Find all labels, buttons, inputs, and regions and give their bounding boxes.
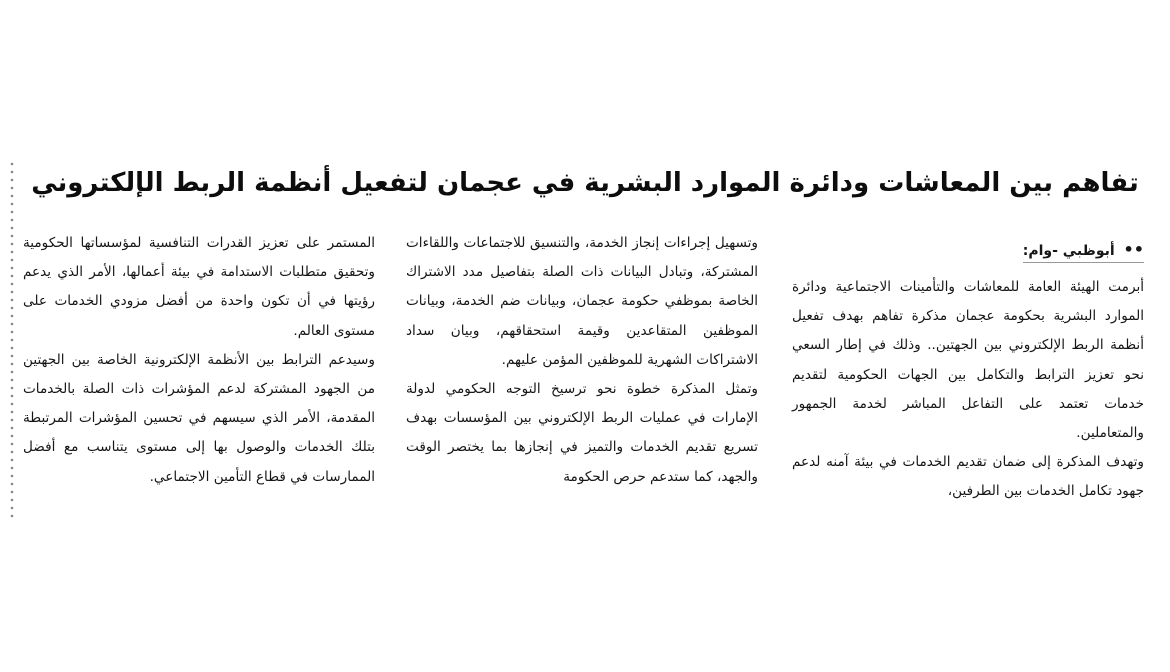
headline: تفاهم بين المعاشات ودائرة الموارد البشرية في عجمان لتفعيل أنظمة الربط الإلكتروني xyxy=(31,168,1139,198)
paragraph: أبرمت الهيئة العامة للمعاشات والتأمينات الاجتماعية ودائرة الموارد البشرية بحكومة عجمان مذكرة تفاهم بهدف تفعيل أنظمة الربط الإلكتروني بين الجهتين.. وذلك في إطار السعي نحو تعزيز الترابط والتكامل بين الجهات الحكومية لتقديم خدمات تعتمد على التفاعل المباشر لخدمة الجمهور والمتعاملين. xyxy=(792,279,1144,442)
article-column-2 xyxy=(406,229,758,492)
dateline-bullets: •• xyxy=(1123,240,1144,259)
dateline-text: أبوظبي -وام: xyxy=(1022,243,1115,259)
article-column-3 xyxy=(23,229,375,492)
paragraph: وسيدعم الترابط بين الأنظمة الإلكترونية الخاصة بين الجهتين من الجهود المشتركة لدعم المؤشرات ذات الصلة بالخدمات المقدمة، الأمر الذي سيسهم في تحسين المؤشرات المرتبطة بتلك الخدمات والوصول بها إلى مستوى يتناسب مع أفضل الممارسات في قطاع التأمين الاجتماعي. xyxy=(23,351,375,485)
paragraph: وتمثل المذكرة خطوة نحو ترسيخ التوجه الحكومي لدولة الإمارات في عمليات الربط الإلكتروني بين المؤسسات بهدف تسريع تقديم الخدمات والتميز في إنجازها بما يختصر الوقت والجهد، كما ستدعم حرص الحكومة xyxy=(406,381,758,485)
paragraph: وتسهيل إجراءات إنجاز الخدمة، والتنسيق للاجتماعات واللقاءات المشتركة، وتبادل البيانات ذات الصلة بتفاصيل مدد الاشتراك الخاصة بموظفي حكومة عجمان، وبيانات ضم الخدمة، وبيانات الموظفين المتقاعدين وقيمة استحقاقهم، وبيان سداد الاشتراكات الشهرية للموظفين المؤمن عليهم. xyxy=(406,235,758,368)
dateline xyxy=(1023,239,1144,263)
paragraph: وتهدف المذكرة إلى ضمان تقديم الخدمات في بيئة آمنه لدعم جهود تكامل الخدمات بين الطرفين، xyxy=(792,454,1144,500)
dotted-margin-rule xyxy=(10,160,14,520)
article-column-1 xyxy=(792,237,1144,507)
paragraph: المستمر على تعزيز القدرات التنافسية لمؤسساتها الحكومية وتحقيق متطلبات الاستدامة في بيئة أعمالها، الأمر الذي يدعم رؤيتها في أن تكون واحدة من أفضل مزودي الخدمات على مستوى العالم. xyxy=(23,235,375,339)
